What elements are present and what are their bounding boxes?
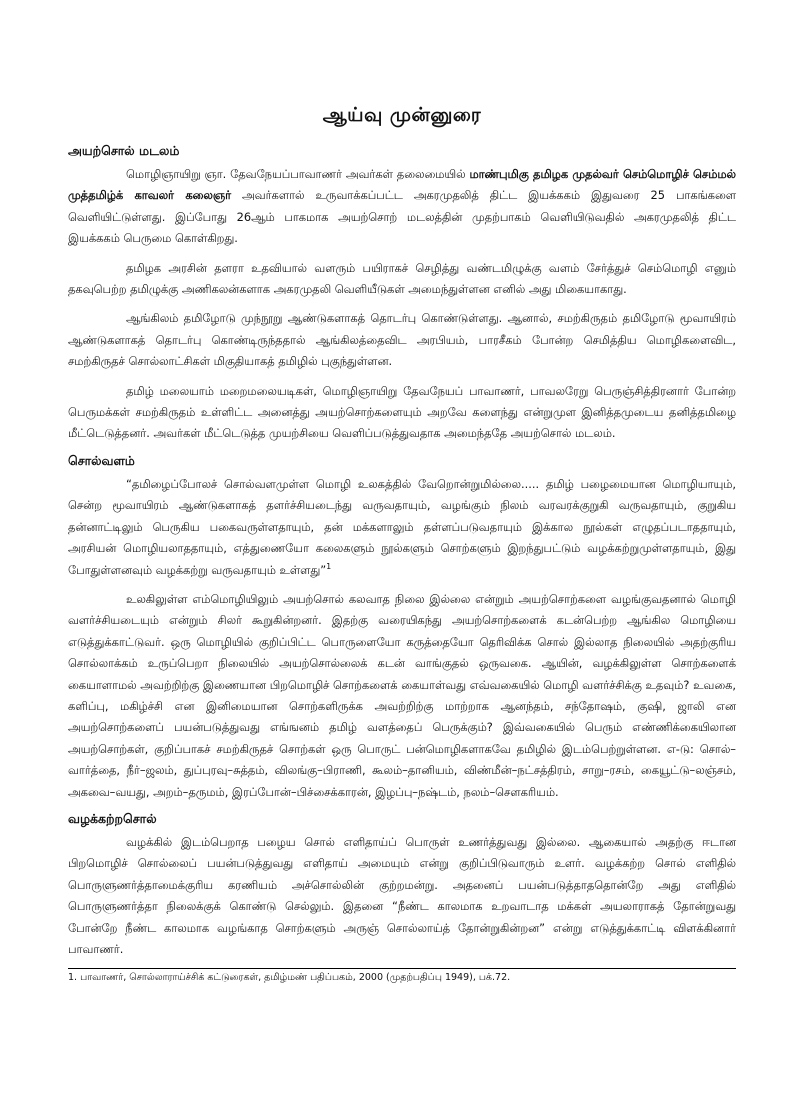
section-heading-solvalam: சொல்வளம் bbox=[68, 452, 135, 468]
paragraph: தமிழக அரசின் தளரா உதவியால் வளரும் பயிராகச் செழித்து வண்டமிழுக்கு வளம் சேர்த்துச் செம்மொழி எனும் தகவுபெற்ற தமிழுக்கு அணிகலன்களாக அகரமுதலி வெளியீடுகள் அமைந்துள்ளன எனில் அது மிகையாகாது. bbox=[68, 260, 736, 297]
footnote-marker: 1 bbox=[326, 561, 332, 571]
document-page bbox=[68, 104, 736, 985]
paragraph: வழக்கில் இடம்பெறாத பழைய சொல் எளிதாய்ப் பொருள் உணர்த்துவது இல்லை. ஆகையால் அதற்கு ஈடான பிறமொழிச் சொல்லைப் பயன்படுத்துவது எளிதாய் அமையும் என்று குறிப்பிடுவாரும் உளர். வழக்கற்ற சொல் எளிதில் பொருளுணர்த்தாமைக்குரிய கரணியம் அச்சொல்லின் குற்றமன்று. அதனைப் பயன்படுத்தாததொன்றே அது எளிதில் பொருளுணர்த்தா நிலைக்குக் கொண்டு செல்லும். இதனை “நீண்ட காலமாக உறவாடாத மக்கள் அயலாராகத் தோன்றுவது போன்றே நீண்ட காலமாக வழங்காத சொற்களும் அருஞ் சொல்லாய்த் தோன்றுகின்றன” என்று எடுத்துக்காட்டி விளக்கினார் பாவாணர். bbox=[68, 834, 736, 956]
section-heading-ayarsol: அயற்சொல் மடலம் bbox=[68, 143, 180, 158]
footnote: 1. பாவாணர், சொல்லாராய்ச்சிக் கட்டுரைகள், தமிழ்மண் பதிப்பகம், 2000 (முதற்பதிப்பு 1949), பக்.72. bbox=[68, 972, 511, 984]
paragraph: உலகிலுள்ள எம்மொழியிலும் அயற்சொல் கலவாத நிலை இல்லை என்றும் அயற்சொற்களை வழங்குவதனால் மொழி வளர்ச்சியடையும் என்றும் சிலர் கூறுகின்றனர். இதற்கு வரையிகந்து அயற்சொற்களைக் கடன்பெற்ற ஆங்கில மொழியை எடுத்துக்காட்டுவர். ஒரு மொழியில் குறிப்பிட்ட பொருளையோ கருத்தையோ தெரிவிக்க சொல் இல்லாத நிலையில் அதற்குரிய சொல்லாக்கம் உருப்பெறா நிலையில் அயற்சொல்லைக் கடன் வாங்குதல் ஒருவகை. ஆயின், வழக்கிலுள்ள சொற்களைக் கையாளாமல் அவற்றிற்கு இணையான பிறமொழிச் சொற்களைக் கையாள்வது எவ்வகையில் மொழி வளர்ச்சிக்கு உதவும்? உவகை, களிப்பு, மகிழ்ச்சி என இனிமையான சொற்களிருக்க அவற்றிற்கு மாற்றாக ஆனந்தம், சந்தோஷம், குஷி, ஜாலி என அயற்சொற்களைப் பயன்படுத்துவது எங்ஙனம் தமிழ் வளத்தைப் பெருக்கும்? இவ்வகையில் பெரும் எண்ணிக்கையிலான அயற்சொற்கள், குறிப்பாகச் சமற்கிருதச் சொற்கள் ஒரு பொருட் பன்மொழிகளாகவே தமிழில் இடம்பெற்றுள்ளன. எ-டு: சொல்–வார்த்தை, நீர்–ஜலம், துப்புரவு–சுத்தம், விலங்கு–பிராணி, கூலம்–தானியம், விண்மீன்–நட்சத்திரம், சாறு–ரசம், கையூட்டு–லஞ்சம், அகவை–வயது, அறம்–தருமம், இரப்போன்–பிச்சைக்காரன், இழப்பு–நஷ்டம், நலம்–சௌகரியம். bbox=[68, 591, 736, 799]
footnote-divider bbox=[68, 968, 736, 969]
quote-paragraph: “தமிழைப்போலச் சொல்வளமுள்ள மொழி உலகத்தில் வேறொன்றுமில்லை..... தமிழ் பழைமையான மொழியாயும், சென்ற மூவாயிரம் ஆண்டுகளாகத் தளர்ச்சியடைந்து வருவதாயும், வழங்கும் நிலம் வரவரக்குறுகி வருவதாயும், குறுகிய தன்னாட்டிலும் பெருகிய பகைவருள்ளதாயும், தன் மக்களாலும் தள்ளப்படுவதாயும் இக்கால நூல்கள் எழுதப்படாததாயும், அரசியன் மொழியலாததாயும், எத்துணையோ கலைகளும் நூல்களும் சொற்களும் இறந்துபட்டும் வழக்கற்றுமுள்ளதாயும், இது போதுள்ளனவும் வழக்கற்று வருவதாயும் உள்ளது”$^1$ bbox=[68, 476, 736, 577]
paragraph: ஆங்கிலம் தமிழோடு முந்நூறு ஆண்டுகளாகத் தொடர்பு கொண்டுள்ளது. ஆனால், சமற்கிருதம் தமிழோடு மூவாயிரம் ஆண்டுகளாகத் தொடர்பு கொண்டிருந்ததால் ஆங்கிலத்தைவிட அரபியம், பாரசீகம் போன்ற செமித்திய மொழிகளைவிட, சமற்கிருதச் சொல்லாட்சிகள் மிகுதியாகத் தமிழில் புகுந்துள்ளன. bbox=[68, 311, 736, 369]
bold-phrase: மாண்புமிகு தமிழக முதல்வர் செம்மொழிச் செம்மல் முத்தமிழ்க் காவலர் கலைஞர் bbox=[68, 167, 736, 203]
section-heading-vazhakkatrasol: வழக்கற்றசொல் bbox=[68, 810, 157, 826]
paragraph: மொழிஞாயிறு ஞா. தேவநேயப்பாவாணர் அவர்கள் தலைமையில் மாண்புமிகு தமிழக முதல்வர் செம்மொழிச் செம்மல் முத்தமிழ்க் காவலர் கலைஞர் அவர்களால் உருவாக்கப்பட்ட அகரமுதலித் திட்ட இயக்ககம் இதுவரை 25 பாகங்களை வெளியிட்டுள்ளது. இப்போது 26ஆம் பாகமாக அயற்சொற் மடலத்தின் முதற்பாகம் வெளியிடுவதில் அகரமுதலித் திட்ட இயக்ககம் பெருமை கொள்கிறது. bbox=[68, 167, 736, 246]
paragraph: தமிழ் மலையாம் மறைமலையடிகள், மொழிஞாயிறு தேவநேயப் பாவாணர், பாவலரேறு பெருஞ்சித்திரனார் போன்ற பெருமக்கள் சமற்கிருதம் உள்ளிட்ட அனைத்து அயற்சொற்களையும் அறவே களைந்து என்றுமுள இனித்தமுடைய தனித்தமிழை மீட்டெடுத்தனர். அவர்கள் மீட்டெடுத்த முயற்சியை வெளிப்படுத்துவதாக அமைந்ததே அயற்சொல் மடலம். bbox=[68, 383, 736, 441]
page-title: ஆய்வு முன்னுரை bbox=[322, 104, 482, 126]
